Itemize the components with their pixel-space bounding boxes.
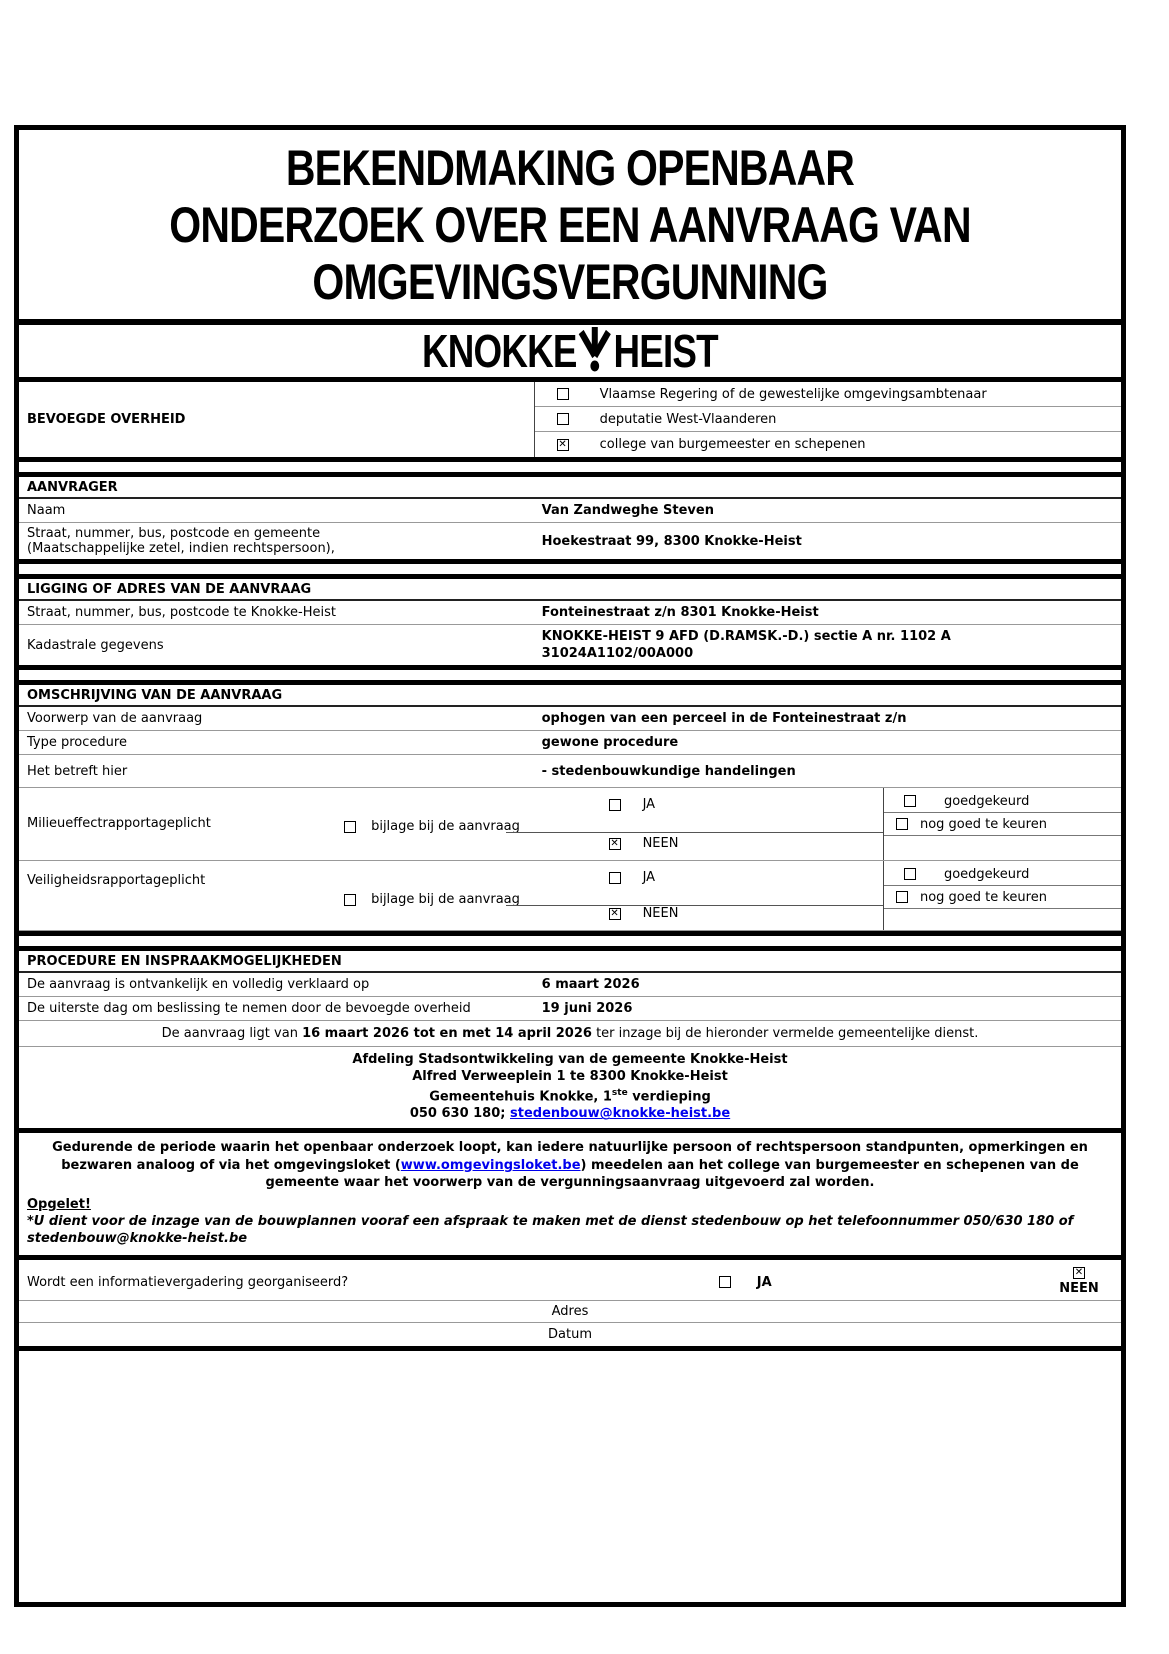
opgelet-title: Opgelet! (27, 1196, 91, 1212)
goedgekeurd-row (884, 790, 1121, 813)
section-divider (19, 457, 1121, 477)
checkbox-college[interactable]: ✕ (558, 438, 567, 450)
row-value: ophogen van een perceel in de Fonteinestraat z/n (541, 711, 907, 726)
row-label: Wordt een informatievergadering georganiseerd? (27, 1274, 349, 1290)
municipality-logo (19, 325, 1121, 382)
bezwaar-pre: Gedurende de periode waarin het openbaar onderzoek loopt, kan iedere natuurlijke persoon of rechtspersoon standpunten, opmerkingen en bezwaren analoog of via het omgevingsloket ( (52, 1140, 1088, 1173)
ja-group (609, 870, 656, 885)
option-row-college (535, 432, 1121, 457)
ja-label: JA (642, 797, 656, 812)
row-informatievergadering (19, 1255, 1121, 1301)
row-label-line1: Straat, nummer, bus, postcode en gemeente (27, 526, 321, 541)
row-datum (19, 1323, 1121, 1346)
divider-line (506, 905, 883, 906)
inzage-prefix: De aanvraag ligt van (161, 1026, 303, 1041)
table-row-voorwerp (19, 707, 1121, 731)
option-label: college van burgemeester en schepenen (599, 437, 866, 452)
checkbox-ja-milieu[interactable] (609, 799, 621, 811)
row-label: Veiligheidsrapportageplicht (27, 873, 206, 888)
checkbox-neen-veiligheid[interactable]: ✕ (610, 907, 619, 919)
option-label: deputatie West-Vlaanderen (599, 411, 777, 427)
adres-label: Adres (551, 1303, 589, 1319)
section-divider (19, 931, 1121, 951)
section-bevoegde-overheid (19, 382, 1121, 457)
section-divider (19, 559, 1121, 579)
row-value: Fonteinestraat z/n 8301 Knokke-Heist (541, 605, 819, 620)
opgelet-block (19, 1194, 1121, 1255)
table-row-kadastraal (19, 625, 1121, 665)
row-milieueffectrapportageplicht (19, 788, 1121, 861)
checkbox-nog-goed-milieu[interactable] (896, 818, 908, 830)
goedgekeurd-row (884, 863, 1121, 886)
dienst-phone: 050 630 180; (409, 1106, 510, 1122)
table-row-uiterste-dag (19, 997, 1121, 1021)
bevoegde-overheid-options (534, 382, 1121, 457)
inzage-row (19, 1021, 1121, 1047)
neen-label: NEEN (1059, 1280, 1099, 1296)
row-label: Voorwerp van de aanvraag (27, 711, 203, 726)
bezwaar-paragraph (19, 1128, 1121, 1194)
form-document (14, 125, 1126, 1607)
dienst-line-3-sup: ste (611, 1088, 628, 1098)
logo-text-left: KNOKKE (422, 325, 577, 377)
table-row-straat (19, 601, 1121, 625)
row-veiligheidsrapportageplicht (19, 861, 1121, 931)
nog-goed-row (884, 886, 1121, 909)
dienst-line-3 (19, 1085, 1121, 1105)
checkbox-goedgekeurd-milieu[interactable] (904, 795, 916, 807)
row-label: Het betreft hier (27, 763, 128, 779)
opgelet-note: *U dient voor de inzage van de bouwplannen vooraf een afspraak te maken met de dienst stedenbouw op het telefoonnummer 050/630 180 of stedenbouw@knokke-heist.be (27, 1213, 1074, 1246)
bijlage-label: bijlage bij de aanvraag (371, 819, 520, 834)
row-value: gewone procedure (541, 735, 679, 750)
checkbox-neen-milieu[interactable]: ✕ (610, 837, 619, 849)
option-row-deputatie (535, 407, 1121, 432)
goedgekeurd-label: goedgekeurd (943, 793, 1030, 809)
checkbox-ja-vergadering[interactable] (719, 1276, 731, 1288)
checkbox-ja-veiligheid[interactable] (609, 872, 621, 884)
option-label: Vlaamse Regering of de gewestelijke omgevingsambtenaar (599, 386, 987, 402)
dienst-line-2: Alfred Verweeplein 1 te 8300 Knokke-Heist (412, 1069, 728, 1084)
omgevingsloket-link[interactable]: www.omgevingsloket.be (400, 1157, 581, 1173)
checkbox-goedgekeurd-veiligheid[interactable] (904, 868, 916, 880)
inzage-suffix: ter inzage bij de hieronder vermelde gemeentelijke dienst. (591, 1026, 979, 1041)
row-label: De uiterste dag om beslissing te nemen door de bevoegde overheid (27, 1001, 471, 1016)
goedgekeurd-label: goedgekeurd (943, 866, 1030, 882)
bijlage-group (344, 819, 520, 834)
document-title (19, 130, 1121, 325)
neen-group (609, 906, 679, 921)
section-divider (19, 665, 1121, 685)
row-value-line2: 31024A1102/00A000 (541, 646, 694, 661)
ja-label: JA (642, 870, 656, 885)
option-row-vlaamse-regering (535, 382, 1121, 407)
row-label: Kadastrale gegevens (27, 637, 164, 653)
row-value: 19 juni 2026 (541, 1001, 633, 1016)
approval-column (883, 861, 1121, 930)
logo-text-right: HEIST (613, 325, 718, 377)
row-label (19, 523, 534, 559)
row-value (534, 625, 1121, 665)
ja-group (609, 797, 656, 812)
table-row-betreft (19, 755, 1121, 788)
nog-goed-row (884, 813, 1121, 836)
ja-label: JA (756, 1274, 772, 1290)
row-value: 6 maart 2026 (541, 977, 640, 992)
section-header-aanvrager: AANVRAGER (19, 477, 1121, 499)
divider-line (506, 832, 883, 833)
row-label: De aanvraag is ontvankelijk en volledig verklaard op (27, 977, 370, 992)
row-value: - stedenbouwkundige handelingen (541, 763, 796, 779)
row-adres (19, 1301, 1121, 1323)
table-row-adres-aanvrager (19, 523, 1121, 559)
table-row-ontvankelijk (19, 973, 1121, 997)
row-value: Hoekestraat 99, 8300 Knokke-Heist (541, 533, 802, 549)
dienst-line-3-pre: Gemeentehuis Knokke, 1 (429, 1089, 612, 1105)
neen-group (1043, 1264, 1115, 1296)
title-line-2: ONDERZOEK OVER EEN AANVRAAG VAN (169, 197, 971, 253)
checkbox-bijlage-milieu[interactable] (344, 821, 356, 833)
table-row-naam (19, 499, 1121, 523)
row-label: Straat, nummer, bus, postcode te Knokke-Heist (27, 605, 336, 620)
bijlage-group (344, 892, 520, 907)
neen-label: NEEN (642, 906, 679, 921)
title-line-1: BEKENDMAKING OPENBAAR (285, 140, 855, 196)
empty-notes-box (19, 1346, 1121, 1602)
row-label: Type procedure (27, 735, 127, 750)
dienst-line-3-post: verdieping (627, 1089, 711, 1105)
dienst-line-1: Afdeling Stadsontwikkeling van de gemeente Knokke-Heist (352, 1052, 788, 1067)
row-value: Van Zandweghe Steven (541, 503, 714, 518)
section-header-ligging: LIGGING OF ADRES VAN DE AANVRAAG (19, 579, 1121, 601)
title-line-3: OMGEVINGSVERGUNNING (312, 254, 828, 310)
row-label-line2: (Maatschappelijke zetel, indien rechtspersoon), (27, 541, 335, 556)
checkbox-bijlage-veiligheid[interactable] (344, 894, 356, 906)
bevoegde-overheid-label: BEVOEGDE OVERHEID (27, 412, 186, 427)
checkbox-vlaamse-regering[interactable] (557, 388, 569, 400)
inzage-period: 16 maart 2026 tot en met 14 april 2026 (302, 1026, 592, 1041)
checkbox-nog-goed-veiligheid[interactable] (896, 891, 908, 903)
row-label: Milieueffectrapportageplicht (27, 816, 211, 831)
nog-goed-label: nog goed te keuren (919, 816, 1047, 832)
datum-label: Datum (548, 1326, 592, 1342)
bijlage-label: bijlage bij de aanvraag (371, 892, 520, 907)
ja-group (719, 1275, 772, 1290)
neen-group (609, 836, 679, 851)
email-link[interactable]: stedenbouw@knokke-heist.be (510, 1106, 731, 1122)
seagull-icon (577, 319, 614, 384)
dienst-line-4 (19, 1105, 1121, 1122)
bezwaar-post: ) meedelen aan het college van burgemeester en schepenen van de gemeente waar het voorwerp van de vergunningsaanvraag uitgevoerd zal worden. (265, 1157, 1079, 1191)
neen-label: NEEN (642, 836, 679, 851)
row-label: Naam (27, 503, 66, 518)
table-row-type-procedure (19, 731, 1121, 755)
checkbox-neen-vergadering[interactable]: ✕ (1074, 1266, 1084, 1278)
row-value-line1: KNOKKE-HEIST 9 AFD (D.RAMSK.-D.) sectie A nr. 1102 A (541, 629, 951, 644)
section-header-procedure: PROCEDURE EN INSPRAAKMOGELIJKHEDEN (19, 951, 1121, 973)
approval-column (883, 788, 1121, 860)
section-header-omschrijving: OMSCHRIJVING VAN DE AANVRAAG (19, 685, 1121, 707)
checkbox-deputatie[interactable] (557, 413, 569, 425)
dienst-block (19, 1047, 1121, 1128)
nog-goed-label: nog goed te keuren (919, 889, 1047, 905)
